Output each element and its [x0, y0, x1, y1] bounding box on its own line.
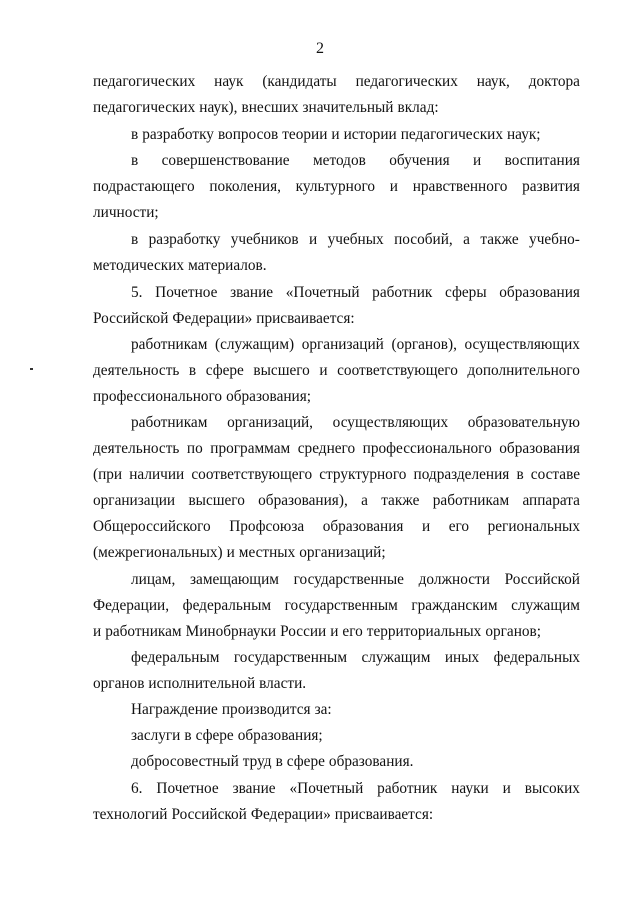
text-word: материалов. [188, 257, 267, 274]
text-word: совершенствование [161, 152, 290, 169]
text-word: сферы [445, 284, 487, 301]
text-word: в [516, 466, 524, 483]
text-word: Федерации» [250, 806, 331, 823]
text-word: (органов), [391, 336, 457, 353]
text-word: государственные [293, 571, 404, 588]
text-word: органов [93, 675, 145, 692]
text-word: развития [522, 178, 580, 195]
text-word: науки [451, 780, 489, 797]
text-line [93, 674, 580, 694]
text-line [93, 805, 580, 825]
text-word: наук [214, 73, 244, 90]
text-word: учебных [327, 231, 384, 248]
text-word: деятельность [93, 362, 180, 379]
text-line [131, 151, 580, 171]
text-line [131, 700, 580, 720]
text-word: также [381, 492, 420, 509]
text-line [93, 98, 580, 118]
text-line [131, 648, 580, 668]
text-word: 5. [131, 284, 143, 301]
text-word: истории [343, 126, 397, 143]
text-word: среднего [297, 440, 356, 457]
text-line [93, 465, 580, 485]
text-word: Минобрнауки [185, 623, 277, 640]
text-word: пособий, [394, 231, 453, 248]
text-word: личности; [93, 204, 159, 221]
text-word: нравственного [412, 178, 508, 195]
text-line [131, 283, 580, 303]
text-word: «Почетный [285, 284, 360, 301]
text-word: и [473, 152, 482, 169]
text-word: и [319, 362, 328, 379]
text-word: Федерации» [172, 310, 253, 327]
text-word: профессионального [362, 440, 492, 457]
text-word: организаций [301, 336, 384, 353]
text-word: его [448, 518, 470, 535]
text-word: Профсоюза [229, 518, 305, 535]
text-word: Российской [171, 806, 247, 823]
text-word: территориальных [366, 623, 482, 640]
text-word: в [184, 727, 192, 744]
text-word: и [421, 518, 431, 535]
text-word: государственным [233, 649, 348, 666]
text-line [93, 361, 580, 381]
text-word: составе [530, 466, 580, 483]
text-line [93, 256, 580, 276]
text-word: учебно- [529, 231, 580, 248]
text-word: Российской [93, 310, 169, 327]
text-word: служащим [511, 597, 580, 614]
text-word: работникам [131, 414, 208, 431]
text-word: и [330, 623, 339, 640]
text-word: в [275, 753, 283, 770]
text-word: а [361, 492, 368, 509]
text-line [93, 177, 580, 197]
text-word: добросовестный [131, 753, 239, 770]
text-word: а [463, 231, 470, 248]
text-word: присваивается: [334, 806, 434, 823]
text-word: за: [314, 701, 332, 718]
text-line [93, 203, 580, 223]
text-word: значительный [302, 99, 394, 116]
text-word: региональных [487, 518, 580, 535]
text-word: и [502, 780, 511, 797]
text-word: педагогических [355, 73, 458, 90]
text-word: исполнительной [148, 675, 256, 692]
text-line [93, 622, 580, 642]
text-word: работникам [432, 492, 510, 509]
text-word: деятельность [93, 440, 180, 457]
text-word: и [389, 178, 398, 195]
text-word: наук, [476, 73, 510, 90]
text-word: местных [238, 544, 296, 561]
text-line [93, 517, 580, 537]
text-line [93, 596, 580, 616]
text-line [93, 72, 580, 92]
text-word: федеральным [182, 597, 272, 614]
text-line [131, 335, 580, 355]
text-word: педагогических [93, 99, 196, 116]
text-word: организаций; [299, 544, 386, 561]
text-word: сфере [205, 362, 244, 379]
text-word: работник [372, 284, 433, 301]
text-word: в [131, 231, 139, 248]
page-number: 2 [316, 40, 324, 57]
text-word: дополнительного [467, 362, 580, 379]
text-word: вопросов [217, 126, 279, 143]
text-word: образования), [258, 492, 348, 509]
text-line [131, 125, 580, 145]
text-word: заслуги [131, 727, 181, 744]
text-word: (служащим) [215, 336, 295, 353]
text-word: работникам [105, 623, 182, 640]
text-word: высшего [253, 362, 310, 379]
text-word: труд [242, 753, 272, 770]
text-word: его [342, 623, 363, 640]
text-word: России [280, 623, 327, 640]
text-word: структурного [319, 466, 407, 483]
text-line [131, 570, 580, 590]
text-word: вклад: [397, 99, 439, 116]
text-word: образования [322, 518, 404, 535]
text-word: должности [418, 571, 490, 588]
text-word: Федерации, [93, 597, 170, 614]
text-word: служащим [361, 649, 431, 666]
text-word: власти. [259, 675, 307, 692]
text-word: образовательную [467, 414, 580, 431]
text-word: и [93, 623, 102, 640]
text-word: образования; [237, 727, 323, 744]
text-word: государственным [284, 597, 398, 614]
text-word: Почетное [156, 780, 219, 797]
text-word: организации [93, 492, 176, 509]
text-word: иных [444, 649, 480, 666]
text-word: организаций, [227, 414, 314, 431]
text-word: по [186, 440, 203, 457]
text-word: доктора [528, 73, 580, 90]
text-word: осуществляющих [464, 336, 580, 353]
text-word: (кандидаты [262, 73, 337, 90]
text-word: соответствующего [337, 362, 458, 379]
text-word: высоких [524, 780, 580, 797]
text-word: воспитания [504, 152, 580, 169]
text-word: также [480, 231, 519, 248]
text-line [131, 752, 580, 772]
text-line [93, 387, 580, 407]
text-word: аппарата [522, 492, 580, 509]
text-word: в [131, 152, 139, 169]
text-word: Российской [504, 571, 580, 588]
text-word: педагогических [93, 73, 196, 90]
text-word: производится [221, 701, 311, 718]
text-word: Почетное [155, 284, 218, 301]
text-word: и [226, 544, 235, 561]
text-line [93, 309, 580, 329]
text-word: звание [230, 284, 274, 301]
text-word: культурного [295, 178, 376, 195]
text-word: лицам, [131, 571, 176, 588]
text-word: в [131, 126, 139, 143]
text-word: образования. [328, 753, 414, 770]
text-word: методов [313, 152, 366, 169]
scan-artifact-mark [30, 368, 33, 370]
text-word: сфере [286, 753, 325, 770]
text-line [131, 413, 580, 433]
text-word: сфере [195, 727, 234, 744]
text-word: методических [93, 257, 185, 274]
text-word: педагогических [400, 126, 503, 143]
text-word: технологий [93, 806, 168, 823]
text-word: органов; [485, 623, 542, 640]
text-word: соответствующего [191, 466, 313, 483]
text-word: работникам [131, 336, 208, 353]
text-word: высшего [188, 492, 245, 509]
text-word: федеральным [131, 649, 220, 666]
text-word: осуществляющих [332, 414, 449, 431]
text-word: Награждение [131, 701, 218, 718]
text-line [93, 543, 580, 563]
text-word: внесших [241, 99, 299, 116]
text-word: (при [93, 466, 123, 483]
text-word: профессионального [93, 388, 223, 405]
text-word: теории [282, 126, 328, 143]
text-word: звание [232, 780, 276, 797]
text-word: разработку [142, 126, 214, 143]
text-line [93, 491, 580, 511]
text-line [131, 230, 580, 250]
text-word: наличии [129, 466, 185, 483]
text-word: замещающим [190, 571, 279, 588]
text-line [131, 779, 580, 799]
text-word: учебников [230, 231, 299, 248]
text-word: программам [210, 440, 291, 457]
text-line [131, 726, 580, 746]
text-line [93, 439, 580, 459]
text-word: гражданским [411, 597, 498, 614]
text-word: подразделения [413, 466, 510, 483]
text-word: и [309, 231, 318, 248]
text-word: образования [499, 284, 580, 301]
text-word: поколения, [209, 178, 281, 195]
text-word: подрастающего [93, 178, 195, 195]
text-word: 6. [131, 780, 143, 797]
text-word: образования; [226, 388, 312, 405]
text-word: образования [499, 440, 580, 457]
text-word: Общероссийского [93, 518, 211, 535]
text-word: и [331, 126, 340, 143]
text-word: в [188, 362, 197, 379]
text-word: наук; [507, 126, 541, 143]
text-word: наук), [199, 99, 238, 116]
text-word: (межрегиональных) [93, 544, 223, 561]
text-word: присваивается: [256, 310, 355, 327]
text-word: разработку [148, 231, 221, 248]
text-word: работник [377, 780, 438, 797]
text-word: «Почетный [289, 780, 364, 797]
text-word: обучения [389, 152, 450, 169]
text-word: федеральных [493, 649, 580, 666]
